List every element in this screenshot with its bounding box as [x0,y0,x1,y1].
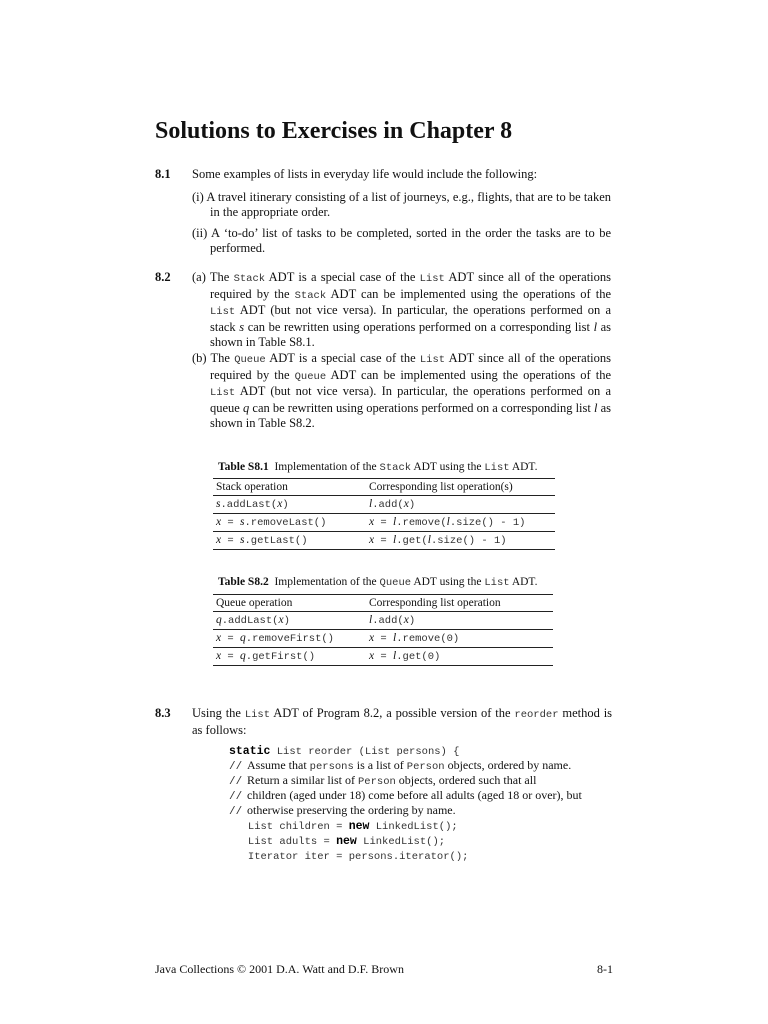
table-header: Corresponding list operation [366,595,553,612]
table-caption: Table S8.2 Implementation of the Queue ADT using the List ADT. [218,576,538,589]
table-cell: x = q.getFirst() [213,648,366,666]
code-line: List children = new LinkedList(); [229,820,458,833]
code-line: // otherwise preserving the ordering by name. [229,803,456,818]
table-cell: l.add(x) [366,612,553,630]
code-line: // Assume that persons is a list of Person objects, ordered by name. [229,758,572,773]
table-cell: l.add(x) [366,496,555,514]
exercise-number: 8.1 [155,167,171,181]
table-row [213,496,555,514]
code-line: // children (aged under 18) come before all adults (aged 18 or over), but [229,788,582,803]
footer-copyright: Java Collections © 2001 D.A. Watt and D.F. Brown [155,962,404,976]
table-caption: Table S8.1 Implementation of the Stack ADT using the List ADT. [218,461,538,474]
code-block [229,743,582,863]
code-line: List adults = new LinkedList(); [229,835,446,848]
table-cell: x = q.removeFirst() [213,630,366,648]
table-s8-1 [213,478,555,550]
exercise-intro: Using the List ADT of Program 8.2, a possible version of the reorder method is as follows: [192,706,613,737]
table-header: Corresponding list operation(s) [366,479,555,496]
table-cell: x = l.remove(l.size() - 1) [366,514,555,532]
code-line: static List reorder (List persons) { [229,745,460,758]
table-cell: x = s.removeLast() [213,514,366,532]
table-header-row [213,479,555,496]
paragraph-b: (b) The Queue ADT is a special case of the List ADT since all of the operations required by the Queue ADT can be implemented using the operations of the List ADT (but not vice versa). In particular, the operations performed on a queue q can be rewritten using operations performed on a corresponding list l as shown in Table S8.2. [192,351,612,430]
table-cell: x = l.get(l.size() - 1) [366,532,555,550]
paragraph-a: (a) The Stack ADT is a special case of the List ADT since all of the operations required by the Stack ADT can be implemented using the operations of the List ADT (but not vice versa). In particular, the operations performed on a stack s can be rewritten using operations performed on a corresponding list l as shown in Table S8.1. [192,270,612,349]
page-title: Solutions to Exercises in Chapter 8 [155,118,513,144]
table-header: Stack operation [213,479,366,496]
table-row [213,648,553,666]
table-row [213,630,553,648]
exercise-number: 8.3 [155,706,171,720]
table-row [213,514,555,532]
page-number: 8-1 [597,962,613,976]
code-line: Iterator iter = persons.iterator(); [229,851,469,863]
list-item-i: (i) A travel itinerary consisting of a list of journeys, e.g., flights, that are to be taken in the appropriate order. [192,190,611,219]
table-s8-2 [213,594,553,666]
table-row [213,532,555,550]
exercise-number: 8.2 [155,270,171,284]
list-item-ii: (ii) A ‘to-do’ list of tasks to be completed, sorted in the order the tasks are to be performed. [192,226,611,255]
table-row [213,612,553,630]
table-header: Queue operation [213,595,366,612]
table-cell: x = l.get(0) [366,648,553,666]
table-cell: q.addLast(x) [213,612,366,630]
code-line: // Return a similar list of Person objects, ordered such that all [229,773,537,788]
table-cell: s.addLast(x) [213,496,366,514]
table-cell: x = s.getLast() [213,532,366,550]
table-header-row [213,595,553,612]
exercise-intro: Some examples of lists in everyday life would include the following: [192,167,538,181]
table-cell: x = l.remove(0) [366,630,553,648]
